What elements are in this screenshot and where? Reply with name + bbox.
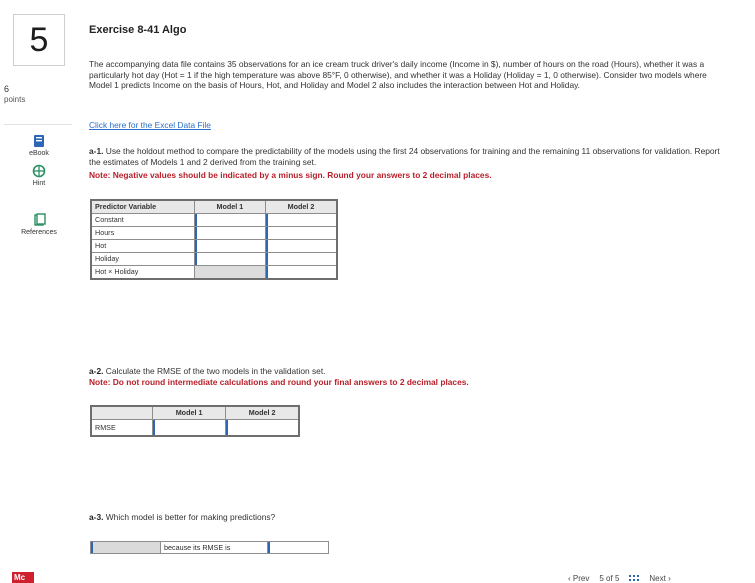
ebook-icon [32,134,46,148]
chevron-left-icon: ‹ [568,574,571,583]
publisher-logo: Mc [12,572,34,583]
part-a3-label: a-3. [89,512,104,522]
row-label-hours: Hours [91,226,194,239]
chevron-right-icon: › [668,574,671,583]
part-a1-label: a-1. [89,146,104,156]
rmse-model-2-input[interactable] [226,419,299,436]
prev-label: Prev [572,574,590,583]
exercise-title: Exercise 8-41 Algo [89,24,187,36]
references-label: References [21,229,57,236]
part-a1-text: Use the holdout method to compare the predictability of the models using the first 24 observations for training and the remaining 11 observations for validation. Report the estimates of Models 1 and 2 derived from the training set. [89,146,720,167]
holiday-model-2-input[interactable] [266,252,337,265]
hint-button[interactable] [4,164,74,187]
points-value: 6 [4,84,10,94]
problem-statement: The accompanying data file contains 35 observations for an ice cream truck driver's daily income (Income in $), number of hours on the road (Hours), whether it was a particularly hot day (Hot = 1 if the high temperature was above 85°F, 0 otherwise), and whether it was a Holiday (Holiday = 1, 0 otherwise). Consider two models where Model 1 predicts Income on the basis of Hours, Hot, and Holiday and Model 2 also includes the interaction between Hot and Holiday. [89,59,707,90]
page-indicator [599,574,619,583]
rmse-header-model-1: Model 1 [152,406,225,419]
part-a2-prompt [89,366,326,376]
row-label-hot-x-holiday: Hot × Holiday [91,265,194,279]
rmse-header-blank [91,406,152,419]
hint-label: Hint [32,180,46,187]
references-icon [32,213,46,227]
ebook-label: eBook [29,150,49,157]
question-number-box [13,14,65,66]
rail-divider [4,124,72,125]
hot-model-1-input[interactable] [194,239,265,252]
table-row [91,265,337,279]
row-label-constant: Constant [91,213,194,226]
better-model-dropdown[interactable] [91,542,161,553]
part-a3-prompt [89,512,275,522]
part-a3-middle-text: because its RMSE is [161,542,268,553]
question-grid-icon[interactable] [629,575,639,582]
hint-icon [32,164,46,178]
part-a1-note: Note: Negative values should be indicated by a minus sign. Round your answers to 2 decimal places. [89,170,492,180]
excel-data-file-link[interactable]: Click here for the Excel Data File [89,120,211,130]
rmse-table [90,405,300,437]
table-row [91,226,337,239]
hours-model-1-input[interactable] [194,226,265,239]
question-navigation [568,574,671,583]
part-a1-prompt [89,146,721,167]
constant-model-2-input[interactable] [266,213,337,226]
table-row [91,213,337,226]
table-row [91,252,337,265]
hot-x-holiday-model-1-disabled [194,265,265,279]
constant-model-1-input[interactable] [194,213,265,226]
part-a2-note: Note: Do not round intermediate calculations and round your final answers to 2 decimal places. [89,377,469,387]
column-header-model-1: Model 1 [194,200,265,213]
rmse-row-label: RMSE [91,419,152,436]
next-button[interactable] [649,574,670,583]
table-row [91,419,299,436]
row-label-holiday: Holiday [91,252,194,265]
hours-model-2-input[interactable] [266,226,337,239]
rmse-model-1-input[interactable] [152,419,225,436]
references-button[interactable] [4,213,74,236]
column-header-model-2: Model 2 [266,200,337,213]
hot-model-2-input[interactable] [266,239,337,252]
next-label: Next [649,574,666,583]
page-of: of [606,574,613,583]
rmse-header-model-2: Model 2 [226,406,299,419]
rmse-comparison-dropdown[interactable] [268,542,328,553]
ebook-button[interactable] [4,134,74,157]
part-a2-text: Calculate the RMSE of the two models in the validation set. [105,366,326,376]
points-label: points [4,95,26,104]
coefficients-table [90,199,338,280]
page-current: 5 [599,574,604,583]
question-number: 5 [29,20,49,59]
holiday-model-1-input[interactable] [194,252,265,265]
part-a3-text: Which model is better for making predictions? [105,512,276,522]
column-header-predictor: Predictor Variable [91,200,194,213]
page-total: 5 [614,574,620,583]
hot-x-holiday-model-2-input[interactable] [266,265,337,279]
part-a3-answer-row [90,541,329,554]
prev-button[interactable] [568,574,589,583]
table-row [91,239,337,252]
row-label-hot: Hot [91,239,194,252]
part-a2-label: a-2. [89,366,104,376]
